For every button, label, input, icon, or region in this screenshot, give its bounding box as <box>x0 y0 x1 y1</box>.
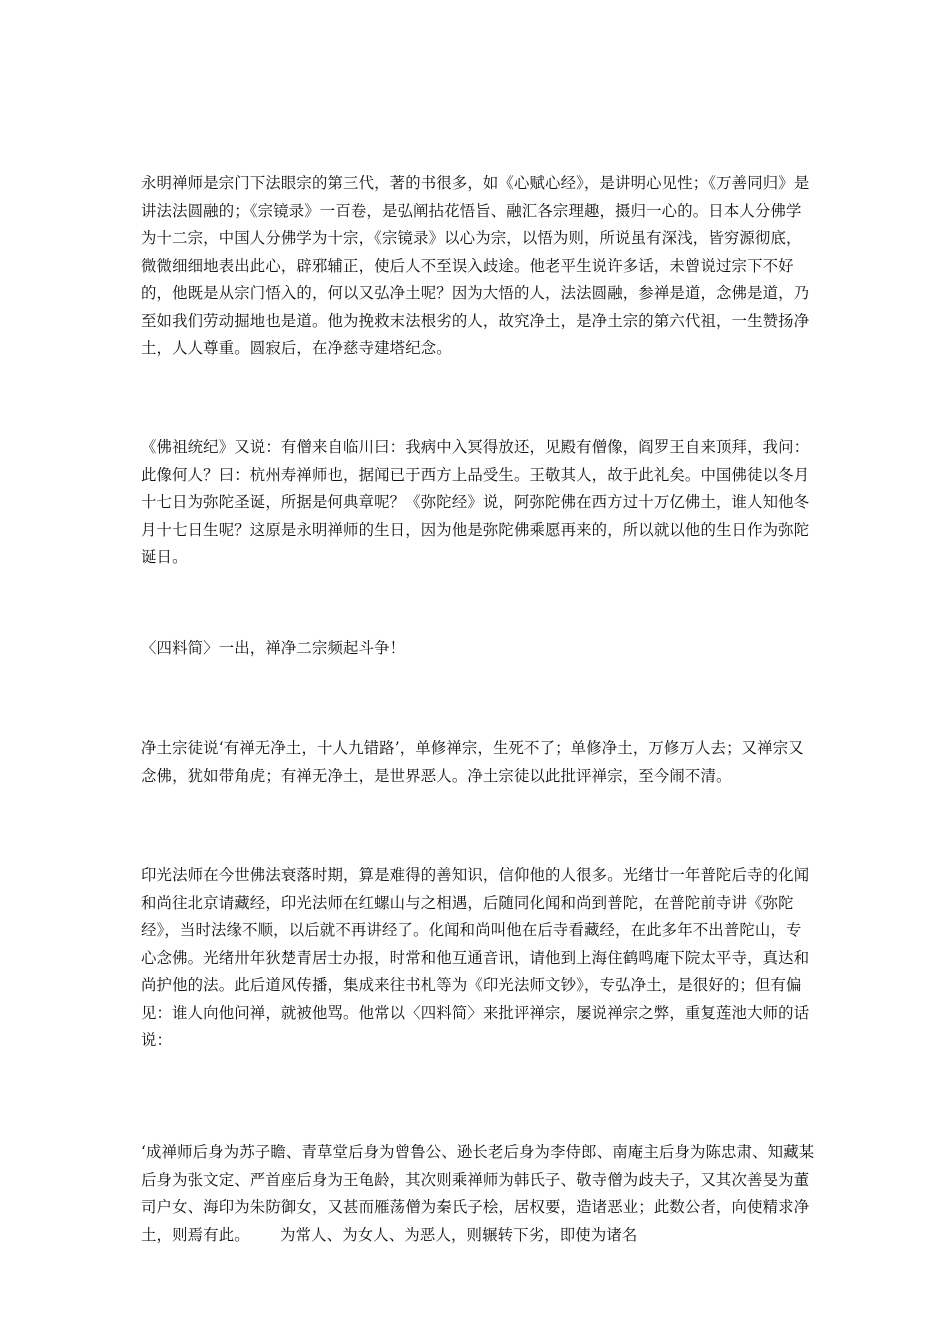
paragraph-pure-land-saying: 净土宗徒说‘有禅无净土，十人九错路’，单修禅宗，生死不了；单修净土，万修万人去；又禅宗又念佛，犹如带角虎；有禅无净土，是世界恶人。净土宗徒以此批评禅宗，至今闹不清。 <box>141 739 804 785</box>
paragraph-fozu-tongji: 《佛祖统纪》又说：有僧来自临川曰：我病中入冥得放还，见殿有僧像，阎罗王自来顶拜，我问：此像何人？曰：杭州寿禅师也，据闻已于西方上品受生。王敬其人，故于此礼矣。中国佛徒以冬月十七日为弥陀圣诞，所据是何典章呢？《弥陀经》说，阿弥陀佛在西方过十万亿佛土，谁人知他冬月十七日生呢？这原是永明禅师的生日，因为他是弥陀佛乘愿再来的，所以就以他的生日作为弥陀诞日。 <box>141 438 810 566</box>
paragraph-four-choices: 〈四料简〉一出，禅净二宗频起斗争！ <box>141 639 406 657</box>
paragraph-yongming-biography: 永明禅师是宗门下法眼宗的第三代，著的书很多，如《心赋心经》，是讲明心见性；《万善同归》是讲法法圆融的；《宗镜录》一百卷，是弘阐拈花悟旨、融汇各宗理趣，摄归一心的。日本人分佛学为十二宗，中国人分佛学为十宗，《宗镜录》以心为宗，以悟为则，所说虽有深浅，皆穷源彻底，微微细细地表出此心，辟邪辅正，使后人不至误入歧途。他老平生说许多话，未曾说过宗下不好的，他既是从宗门悟入的，何以又弘净土呢？因为大悟的人，法法圆融，参禅是道，念佛是道，乃至如我们劳动掘地也是道。他为挽救末法根劣的人，故究净土，是净土宗的第六代祖，一生赞扬净土，人人尊重。圆寂后，在净慈寺建塔纪念。 <box>141 174 810 357</box>
paragraph-yinguang: 印光法师在今世佛法衰落时期，算是难得的善知识，信仰他的人很多。光绪廿一年普陀后寺的化闻和尚往北京请藏经，印光法师在红螺山与之相遇，后随同化闻和尚到普陀，在普陀前寺讲《弥陀经》，当时法缘不顺，以后就不再讲经了。化闻和尚叫他在后寺看藏经，在此多年不出普陀山，专心念佛。光绪卅年狄楚青居士办报，时常和他互通音讯，请他到上海住鹤鸣庵下院太平寺，真达和尚护他的法。此后道风传播，集成来往书札等为《印光法师文钞》，专弘净土，是很好的；但有偏见：谁人向他问禅，就被他骂。他常以〈四料简〉来批评禅宗，屡说禅宗之弊，重复莲池大师的话说： <box>141 866 810 1049</box>
paragraph-rebirth-quote: ‘成禅师后身为苏子瞻、青草堂后身为曾鲁公、逊长老后身为李侍郎、南庵主后身为陈忠肃、知藏某后身为张文定、严首座后身为王龟龄，其次则乘禅师为韩氏子、敬寺僧为歧夫子，又其次善旻为董司户女、海印为朱防御女，又甚而雁荡僧为秦氏子桧，居权要，造诸恶业；此数公者，向使精求净土，则焉有此。 为常人、为女人、为恶人，则辗转下劣，即使为诸名 <box>141 1143 815 1244</box>
